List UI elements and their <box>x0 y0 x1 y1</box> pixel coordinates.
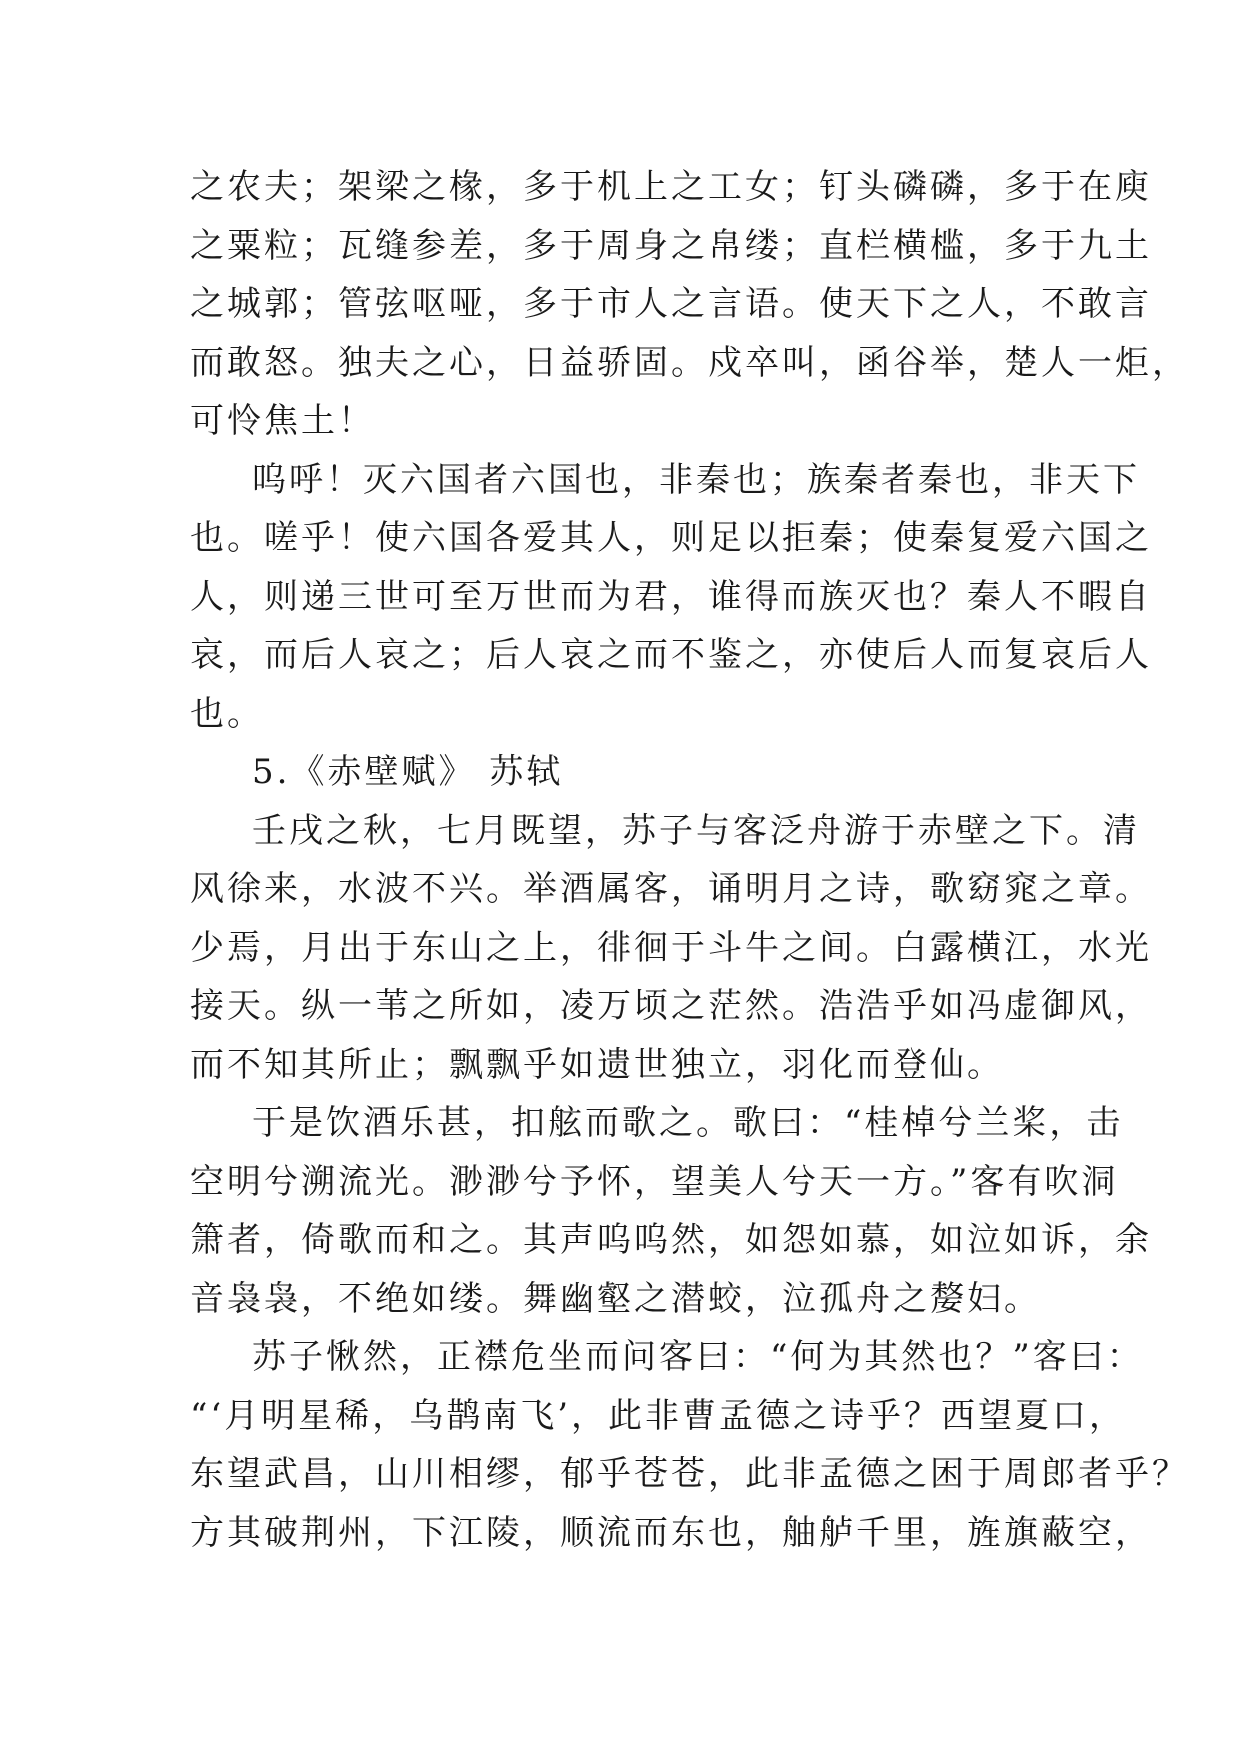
text-line: 空明兮溯流光。渺渺兮予怀，望美人兮天一方。”客有吹洞 <box>190 1161 1119 1202</box>
text-line: 于是饮酒乐甚，扣舷而歌之。歌曰：“桂棹兮兰桨，击 <box>252 1103 1124 1143</box>
text-line: 之农夫；架梁之椽，多于机上之工女；钉头磷磷，多于在庾 <box>190 167 1152 207</box>
text-line: 也。嗟乎！使六国各爱其人，则足以拒秦；使秦复爱六国之 <box>190 518 1152 558</box>
text-line: 哀，而后人哀之；后人哀之而不鉴之，亦使后人而复哀后人 <box>190 635 1152 675</box>
text-line: 苏子愀然，正襟危坐而问客曰：“何为其然也？”客曰： <box>252 1337 1144 1377</box>
text-line: 之粟粒；瓦缝参差，多于周身之帛缕；直栏横槛，多于九土 <box>190 225 1152 266</box>
text-line: 壬戌之秋，七月既望，苏子与客泛舟游于赤壁之下。清 <box>252 810 1140 851</box>
text-line: 箫者，倚歌而和之。其声呜呜然，如怨如慕，如泣如诉，余 <box>190 1220 1152 1260</box>
text-line: “‘月明星稀，乌鹊南飞’，此非曹孟德之诗乎？西望夏口， <box>190 1395 1126 1436</box>
text-line: 之城郭；管弦呕哑，多于市人之言语。使天下之人，不敢言 <box>190 284 1152 324</box>
text-line: 也。 <box>190 693 264 734</box>
text-line: 呜呼！灭六国者六国也，非秦也；族秦者秦也，非天下 <box>252 459 1140 500</box>
text-line: 少焉，月出于东山之上，徘徊于斗牛之间。白露横江，水光 <box>190 927 1152 968</box>
text-line: 方其破荆州，下江陵，顺流而东也，舳舻千里，旌旗蔽空， <box>190 1512 1152 1553</box>
text-line: 而不知其所止；飘飘乎如遗世独立，羽化而登仙。 <box>190 1044 1004 1085</box>
text-line: 可怜焦土！ <box>190 401 375 441</box>
text-line: 接天。纵一苇之所如，凌万顷之茫然。浩浩乎如冯虚御风， <box>190 986 1152 1026</box>
text-line: 而敢怒。独夫之心，日益骄固。戍卒叫，函谷举，楚人一炬， <box>190 342 1189 383</box>
document-body <box>190 158 1189 1562</box>
text-line: 音袅袅，不绝如缕。舞幽壑之潜蛟，泣孤舟之嫠妇。 <box>190 1278 1041 1319</box>
text-line: 人，则递三世可至万世而为君，谁得而族灭也？秦人不暇自 <box>190 576 1152 617</box>
text-line: 5.《赤壁赋》 苏轼 <box>252 752 564 792</box>
text-line: 东望武昌，山川相缪，郁乎苍苍，此非孟德之困于周郎者乎？ <box>190 1454 1189 1494</box>
text-line: 风徐来，水波不兴。举酒属客，诵明月之诗，歌窈窕之章。 <box>190 869 1152 909</box>
